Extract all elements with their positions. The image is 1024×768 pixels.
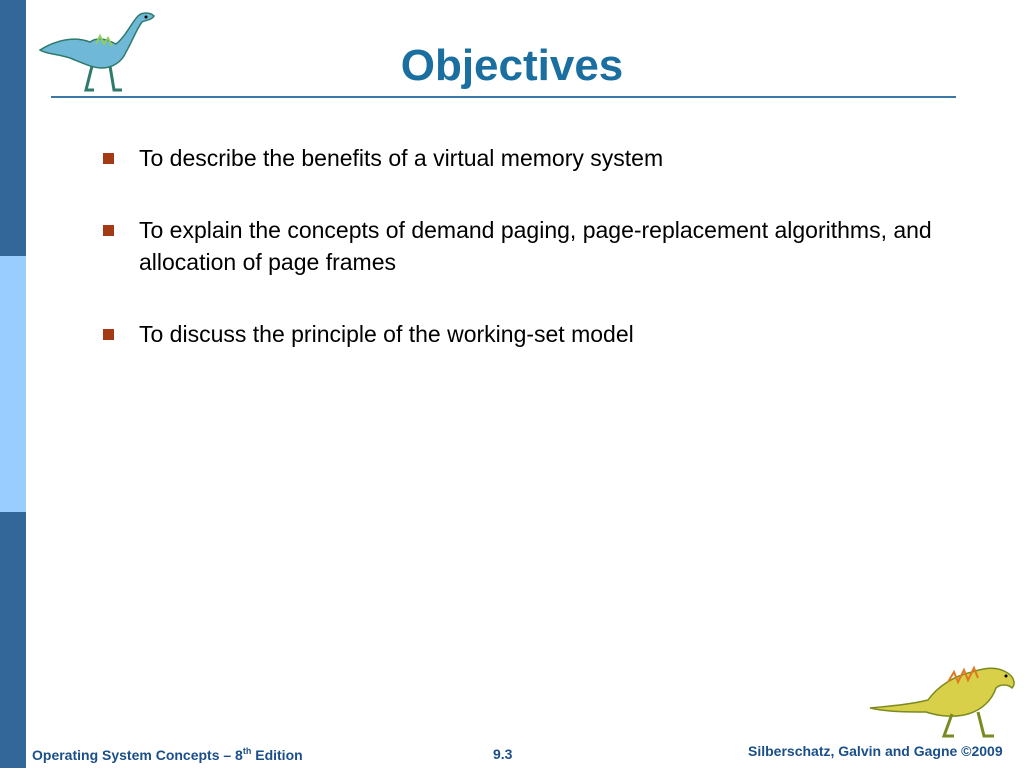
footer-book-title-sup: th — [242, 746, 252, 756]
bullet-text: To explain the concepts of demand paging, page-replacement algorithms, and allocation of page frames — [139, 217, 932, 275]
title-divider — [51, 96, 956, 98]
footer-page-number: 9.3 — [493, 746, 513, 762]
footer-book-title-prefix: Operating System Concepts – 8 — [32, 747, 243, 763]
list-item — [100, 142, 990, 174]
slide-title: Objectives — [400, 41, 624, 90]
bullet-text: To describe the benefits of a virtual memory system — [139, 145, 664, 171]
footer-copyright: Silberschatz, Galvin and Gagne ©2009 — [748, 743, 1003, 759]
footer-book-title-suffix: Edition — [251, 747, 303, 763]
dinosaur-icon — [868, 656, 1018, 738]
bullet-text: To discuss the principle of the working-set model — [139, 321, 634, 347]
list-item — [100, 318, 990, 350]
objectives-list — [100, 142, 990, 390]
bullet-square-icon — [103, 153, 114, 164]
left-accent-bar-highlight — [0, 256, 26, 512]
bullet-square-icon — [103, 225, 114, 236]
bullet-square-icon — [103, 329, 114, 340]
footer-book-title — [32, 746, 303, 763]
list-item — [100, 214, 990, 278]
